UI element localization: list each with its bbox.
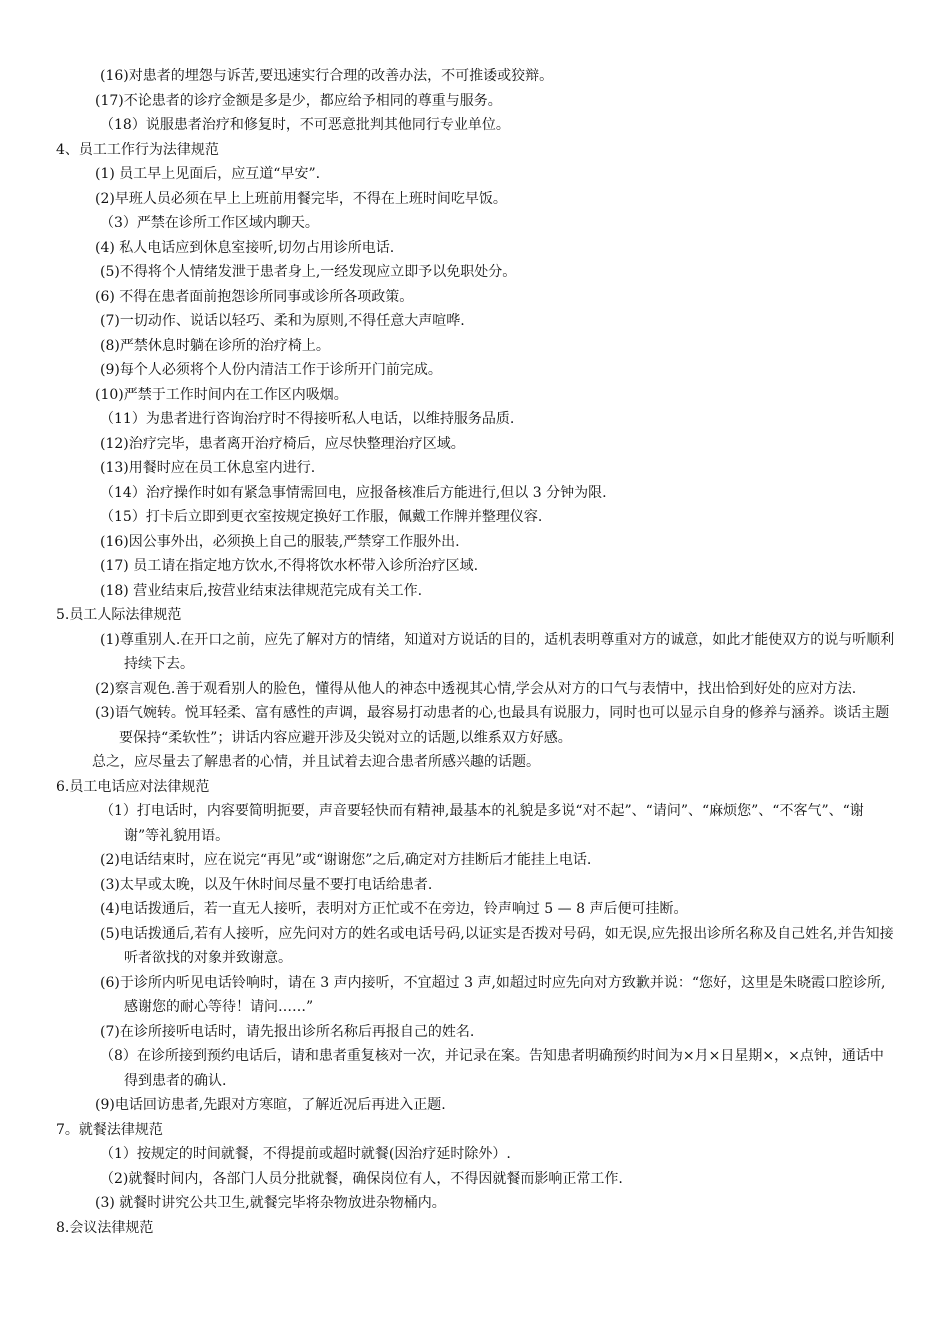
- list-item: (16)因公事外出，必须换上自己的服装,严禁穿工作服外出.: [100, 533, 460, 550]
- section-heading: 8.会议法律规范: [56, 1219, 154, 1236]
- list-item: （8）在诊所接到预约电话后，请和患者重复核对一次，并记录在案。告知患者明确预约时间为×月×日星期×，×点钟，通话中得到患者的确认.: [100, 1048, 884, 1089]
- section-4: [0, 138, 950, 604]
- list-item: (2)察言观色.善于观看别人的脸色，懂得从他人的神态中透视其心情,学会从对方的口气与表情中，找出恰到好处的应对方法.: [95, 680, 857, 697]
- section-summary: 总之，应尽量去了解患者的心情，并且试着去迎合患者所感兴趣的话题。: [92, 754, 540, 770]
- list-item: （3）严禁在诊所工作区域内聊天。: [100, 215, 319, 231]
- list-item: (4)电话拨通后，若一直无人接听，表明对方正忙或不在旁边，铃声响过 5 — 8 声后便可挂断。: [100, 901, 688, 917]
- list-item: (12)治疗完毕，患者离开治疗椅后，应尽快整理治疗区域。: [100, 435, 465, 452]
- section-heading: 4、员工工作行为法律规范: [56, 141, 219, 158]
- list-item: （15）打卡后立即到更衣室按规定换好工作服，佩戴工作牌并整理仪容.: [100, 509, 543, 525]
- list-item: (5)电话拨通后,若有人接听，应先问对方的姓名或电话号码,以证实是否拨对号码，如无误,应先报出诊所名称及自己姓名,并告知接听者欲找的对象并致谢意。: [100, 925, 894, 966]
- list-item: (17) 员工请在指定地方饮水,不得将饮水杯带入诊所治疗区域.: [100, 558, 479, 574]
- list-item: (4) 私人电话应到休息室接听,切勿占用诊所电话.: [95, 239, 395, 256]
- list-item: (18) 营业结束后,按营业结束法律规范完成有关工作.: [100, 582, 423, 599]
- list-item: (9)电话回访患者,先跟对方寒暄，了解近况后再进入正题.: [95, 1097, 446, 1113]
- list-item: (6) 不得在患者面前抱怨诊所同事或诊所各项政策。: [95, 288, 414, 305]
- list-item: (6)于诊所内听见电话铃响时，请在 3 声内接听，不宜超过 3 声,如超过时应先向对方致歉并说：“您好，这里是朱晓霞口腔诊所,感谢您的耐心等待！请问……”: [100, 974, 886, 1015]
- section-8: [0, 1216, 950, 1241]
- list-item: (9)每个人必须将个人份内清洁工作于诊所开门前完成。: [100, 362, 442, 378]
- list-item: (13)用餐时应在员工休息室内进行.: [100, 460, 316, 476]
- list-item: (7)一切动作、说话以轻巧、柔和为原则,不得任意大声喧哗.: [100, 313, 465, 329]
- section-5: [0, 603, 950, 775]
- list-item: （11）为患者进行咨询治疗时不得接听私人电话，以维持服务品质.: [100, 411, 515, 427]
- list-item: (17)不论患者的诊疗金额是多是少，都应给予相同的尊重与服务。: [95, 92, 502, 109]
- list-item: （2)就餐时间内，各部门人员分批就餐，确保岗位有人，不得因就餐而影响正常工作.: [100, 1170, 623, 1187]
- list-item: (16)对患者的埋怨与诉苦,要迅速实行合理的改善办法，不可推诿或狡辩。: [100, 68, 554, 84]
- list-item: (10)严禁于工作时间内在工作区内吸烟。: [95, 386, 348, 403]
- list-item: (3)语气婉转。悦耳轻柔、富有感性的声调，最容易打动患者的心,也最具有说服力，同时也可以显示自身的修养与涵养。谈话主题要保持“柔软性”；讲话内容应避开涉及尖锐对立的话题,以维系双方好感。: [95, 705, 890, 746]
- section-6: [0, 775, 950, 1118]
- list-item: （1）按规定的时间就餐，不得提前或超时就餐(因治疗延时除外）.: [100, 1146, 511, 1162]
- section-heading: 5.员工人际法律规范: [56, 607, 182, 623]
- section-heading: 7。就餐法律规范: [56, 1121, 163, 1138]
- section-heading: 6.员工电话应对法律规范: [56, 778, 210, 795]
- list-item: (3) 就餐时讲究公共卫生,就餐完毕将杂物放进杂物桶内。: [95, 1195, 446, 1211]
- list-item: (3)太早或太晚，以及午休时间尽量不要打电话给患者.: [100, 876, 433, 893]
- list-item: (2)电话结束时，应在说完“再见”或“谢谢您”之后,确定对方挂断后才能挂上电话.: [100, 852, 592, 868]
- section-7: [0, 1118, 950, 1216]
- list-item: (7)在诊所接听电话时，请先报出诊所名称后再报自己的姓名.: [100, 1023, 475, 1040]
- list-item: (2)早班人员必须在早上上班前用餐完毕，不得在上班时间吃早饭。: [95, 190, 507, 207]
- list-item: (1)尊重别人.在开口之前，应先了解对方的情绪，知道对方说话的目的，适机表明尊重对方的诚意，如此才能使双方的说与听顺利持续下去。: [100, 631, 895, 672]
- list-item: （1）打电话时，内容要简明扼要，声音要轻快而有精神,最基本的礼貌是多说“对不起”、“请问”、“麻烦您”、“不客气”、“谢谢”等礼貌用语。: [100, 803, 864, 844]
- list-item: (8)严禁休息时躺在诊所的治疗椅上。: [100, 337, 330, 354]
- list-item: （14）治疗操作时如有紧急事情需回电，应报备核准后方能进行,但以 3 分钟为限.: [100, 484, 607, 501]
- list-item: （18）说服患者治疗和修复时，不可恶意批判其他同行专业单位。: [100, 117, 510, 133]
- list-item: (5)不得将个人情绪发泄于患者身上,一经发现应立即予以免职处分。: [100, 264, 517, 280]
- list-item: (1) 员工早上见面后，应互道“早安”.: [95, 166, 321, 182]
- section-3-tail: [0, 64, 950, 138]
